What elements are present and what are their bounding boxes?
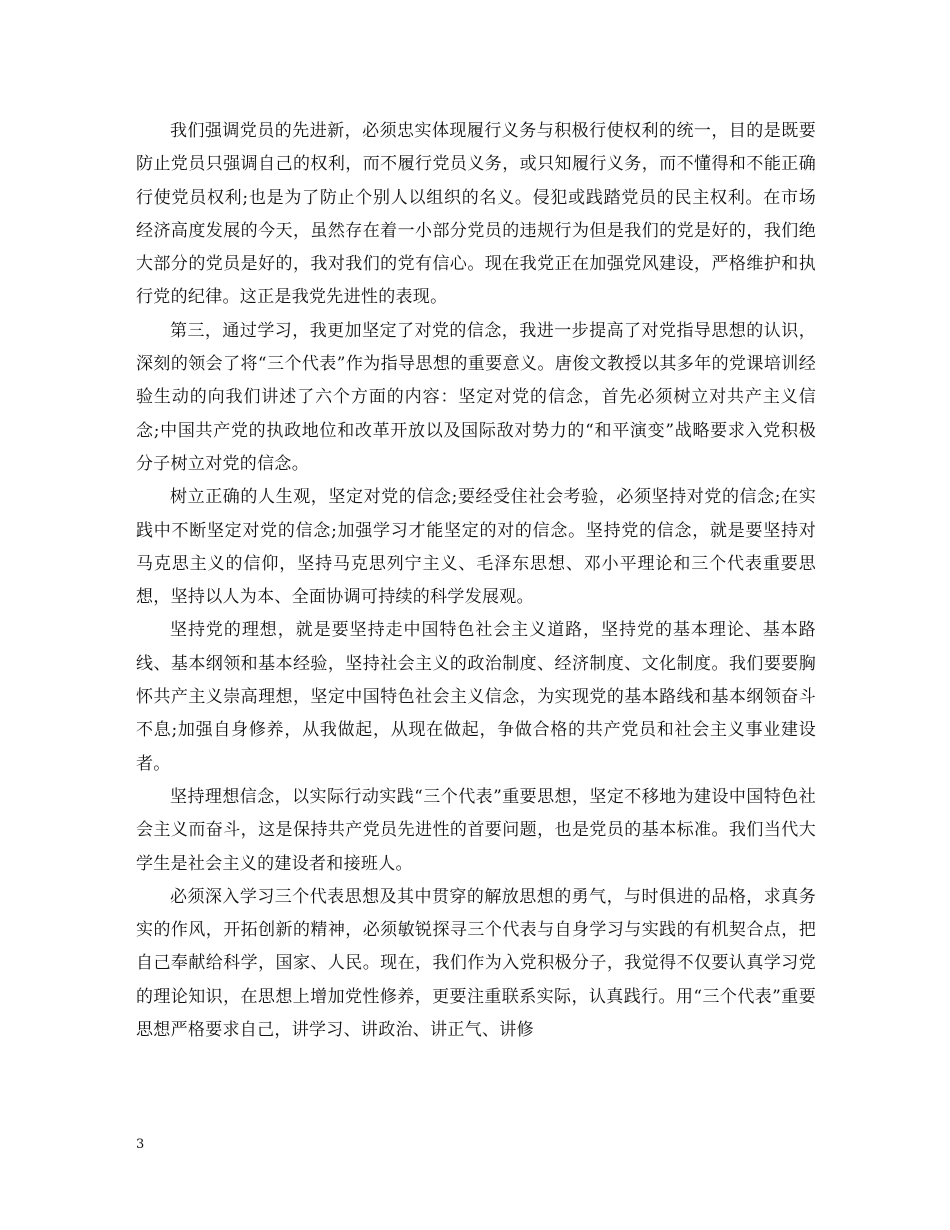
paragraph: 我们强调党员的先进新，必须忠实体现履行义务与积极行使权利的统一，目的是既要防止党员只强调自己的权利，而不履行党员义务，或只知履行义务，而不懂得和不能正确行使党员权利;也是为了防止个别人以组织的名义。侵犯或践踏党员的民主权利。在市场经济高度发展的今天，虽然存在着一小部分党员的违规行为但是我们的党是好的，我们绝大部分的党员是好的，我对我们的党有信心。现在我党正在加强党风建设，严格维护和执行党的纪律。这正是我党先进性的表现。 [136,121,816,308]
paragraph: 第三，通过学习，我更加坚定了对党的信念，我进一步提高了对党指导思想的认识，深刻的领会了将“三个代表”作为指导思想的重要意义。唐俊文教授以其多年的党课培训经验生动的向我们讲述了六个方面的内容：坚定对党的信念，首先必须树立对共产主义信念;中国共产党的执政地位和改革开放以及国际敌对势力的“和平演变”战略要求入党积极分子树立对党的信念。 [136,320,816,474]
page-number: 3 [136,1137,145,1152]
paragraph: 坚持理想信念，以实际行动实践“三个代表”重要思想，坚定不移地为建设中国特色社会主义而奋斗，这是保持共产党员先进性的首要问题，也是党员的基本标准。我们当代大学生是社会主义的建设者和接班人。 [136,786,816,874]
paragraph: 必须深入学习三个代表思想及其中贯穿的解放思想的勇气，与时俱进的品格，求真务实的作风，开拓创新的精神，必须敏锐探寻三个代表与自身学习与实践的有机契合点，把自己奉献给科学，国家、人民。现在，我们作为入党积极分子，我觉得不仅要认真学习党的理论知识，在思想上增加党性修养，更要注重联系实际，认真践行。用“三个代表”重要思想严格要求自己，讲学习、讲政治、讲正气、讲修 [136,886,816,1041]
paragraph: 树立正确的人生观，坚定对党的信念;要经受住社会考验，必须坚持对党的信念;在实践中不断坚定对党的信念;加强学习才能坚定的对的信念。坚持党的信念，就是要坚持对马克思主义的信仰，坚持马克思列宁主义、毛泽东思想、邓小平理论和三个代表重要思想，坚持以人为本、全面协调可持续的科学发展观。 [136,487,816,608]
document-body [136,115,816,1047]
paragraph: 坚持党的理想，就是要坚持走中国特色社会主义道路，坚持党的基本理论、基本路线、基本纲领和基本经验，坚持社会主义的政治制度、经济制度、文化制度。我们要要胸怀共产主义崇高理想，坚定中国特色社会主义信念，为实现党的基本路线和基本纲领奋斗不息;加强自身修养，从我做起，从现在做起，争做合格的共产党员和社会主义事业建设者。 [136,620,816,774]
